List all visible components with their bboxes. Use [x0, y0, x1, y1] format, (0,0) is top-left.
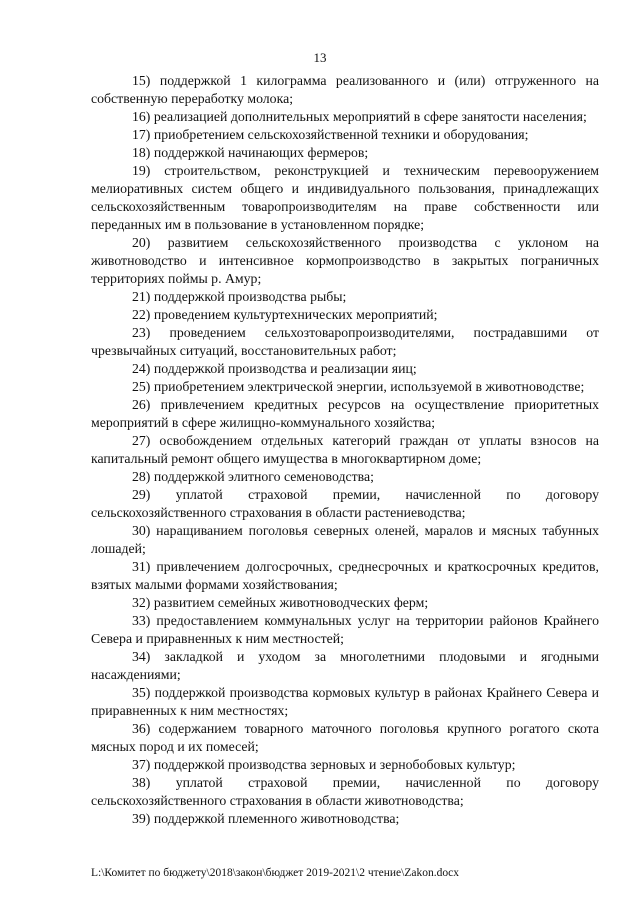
list-item: 16) реализацией дополнительных мероприятий в сфере занятости населения; — [132, 109, 587, 124]
list-item: 33) предоставлением коммунальных услуг на территории районов Крайнего Севера и приравненных к ним местностей; — [91, 613, 599, 646]
list-item: 22) проведением культуртехнических мероприятий; — [132, 307, 438, 322]
list-item: 15) поддержкой 1 килограмма реализованного и (или) отгруженного на собственную переработку молока; — [91, 73, 599, 106]
document-body — [91, 72, 599, 828]
page-number: 13 — [313, 50, 327, 65]
list-item: 34) закладкой и уходом за многолетними плодовыми и ягодными насаждениями; — [91, 649, 599, 682]
list-item: 19) строительством, реконструкцией и техническим перевооружением мелиоративных систем общего и индивидуального пользования, принадлежащих сельскохозяйственным товаропроизводителям на праве собственности или переданных им в пользование в установленном порядке; — [91, 163, 599, 232]
file-path-footer: L:\Комитет по бюджету\2018\закон\бюджет 2019-2021\2 чтение\Zakon.docx — [91, 867, 459, 879]
list-item: 31) привлечением долгосрочных, среднесрочных и краткосрочных кредитов, взятых малыми формами хозяйствования; — [91, 559, 599, 592]
list-item: 28) поддержкой элитного семеноводства; — [132, 469, 374, 484]
list-item: 18) поддержкой начинающих фермеров; — [132, 145, 369, 160]
list-item: 21) поддержкой производства рыбы; — [132, 289, 347, 304]
list-item: 26) привлечением кредитных ресурсов на осуществление приоритетных мероприятий в сфере жилищно-коммунального хозяйства; — [91, 397, 599, 430]
list-item: 25) приобретением электрической энергии, используемой в животноводстве; — [132, 379, 585, 394]
list-item: 35) поддержкой производства кормовых культур в районах Крайнего Севера и приравненных к ним местностях; — [91, 685, 599, 718]
list-item: 30) наращиванием поголовья северных оленей, маралов и мясных табунных лошадей; — [91, 523, 599, 556]
list-item: 24) поддержкой производства и реализации яиц; — [132, 361, 417, 376]
list-item: 32) развитием семейных животноводческих ферм; — [132, 595, 429, 610]
list-item: 17) приобретением сельскохозяйственной техники и оборудования; — [132, 127, 529, 142]
list-item: 20) развитием сельскохозяйственного производства с уклоном на животноводство и интенсивное кормопроизводство в закрытых пограничных территориях поймы р. Амур; — [91, 235, 599, 286]
list-item: 23) проведением сельхозтоваропроизводителями, пострадавшими от чрезвычайных ситуаций, восстановительных работ; — [91, 325, 599, 358]
list-item: 27) освобождением отдельных категорий граждан от уплаты взносов на капитальный ремонт общего имущества в многоквартирном доме; — [91, 433, 599, 466]
list-item: 36) содержанием товарного маточного поголовья крупного рогатого скота мясных пород и их помесей; — [91, 721, 599, 754]
list-item: 39) поддержкой племенного животноводства; — [132, 811, 400, 826]
list-item: 37) поддержкой производства зерновых и зернобобовых культур; — [132, 757, 516, 772]
list-item: 29) уплатой страховой премии, начисленной по договору сельскохозяйственного страхования в области растениеводства; — [91, 487, 599, 520]
list-item: 38) уплатой страховой премии, начисленной по договору сельскохозяйственного страхования в области животноводства; — [91, 775, 599, 808]
